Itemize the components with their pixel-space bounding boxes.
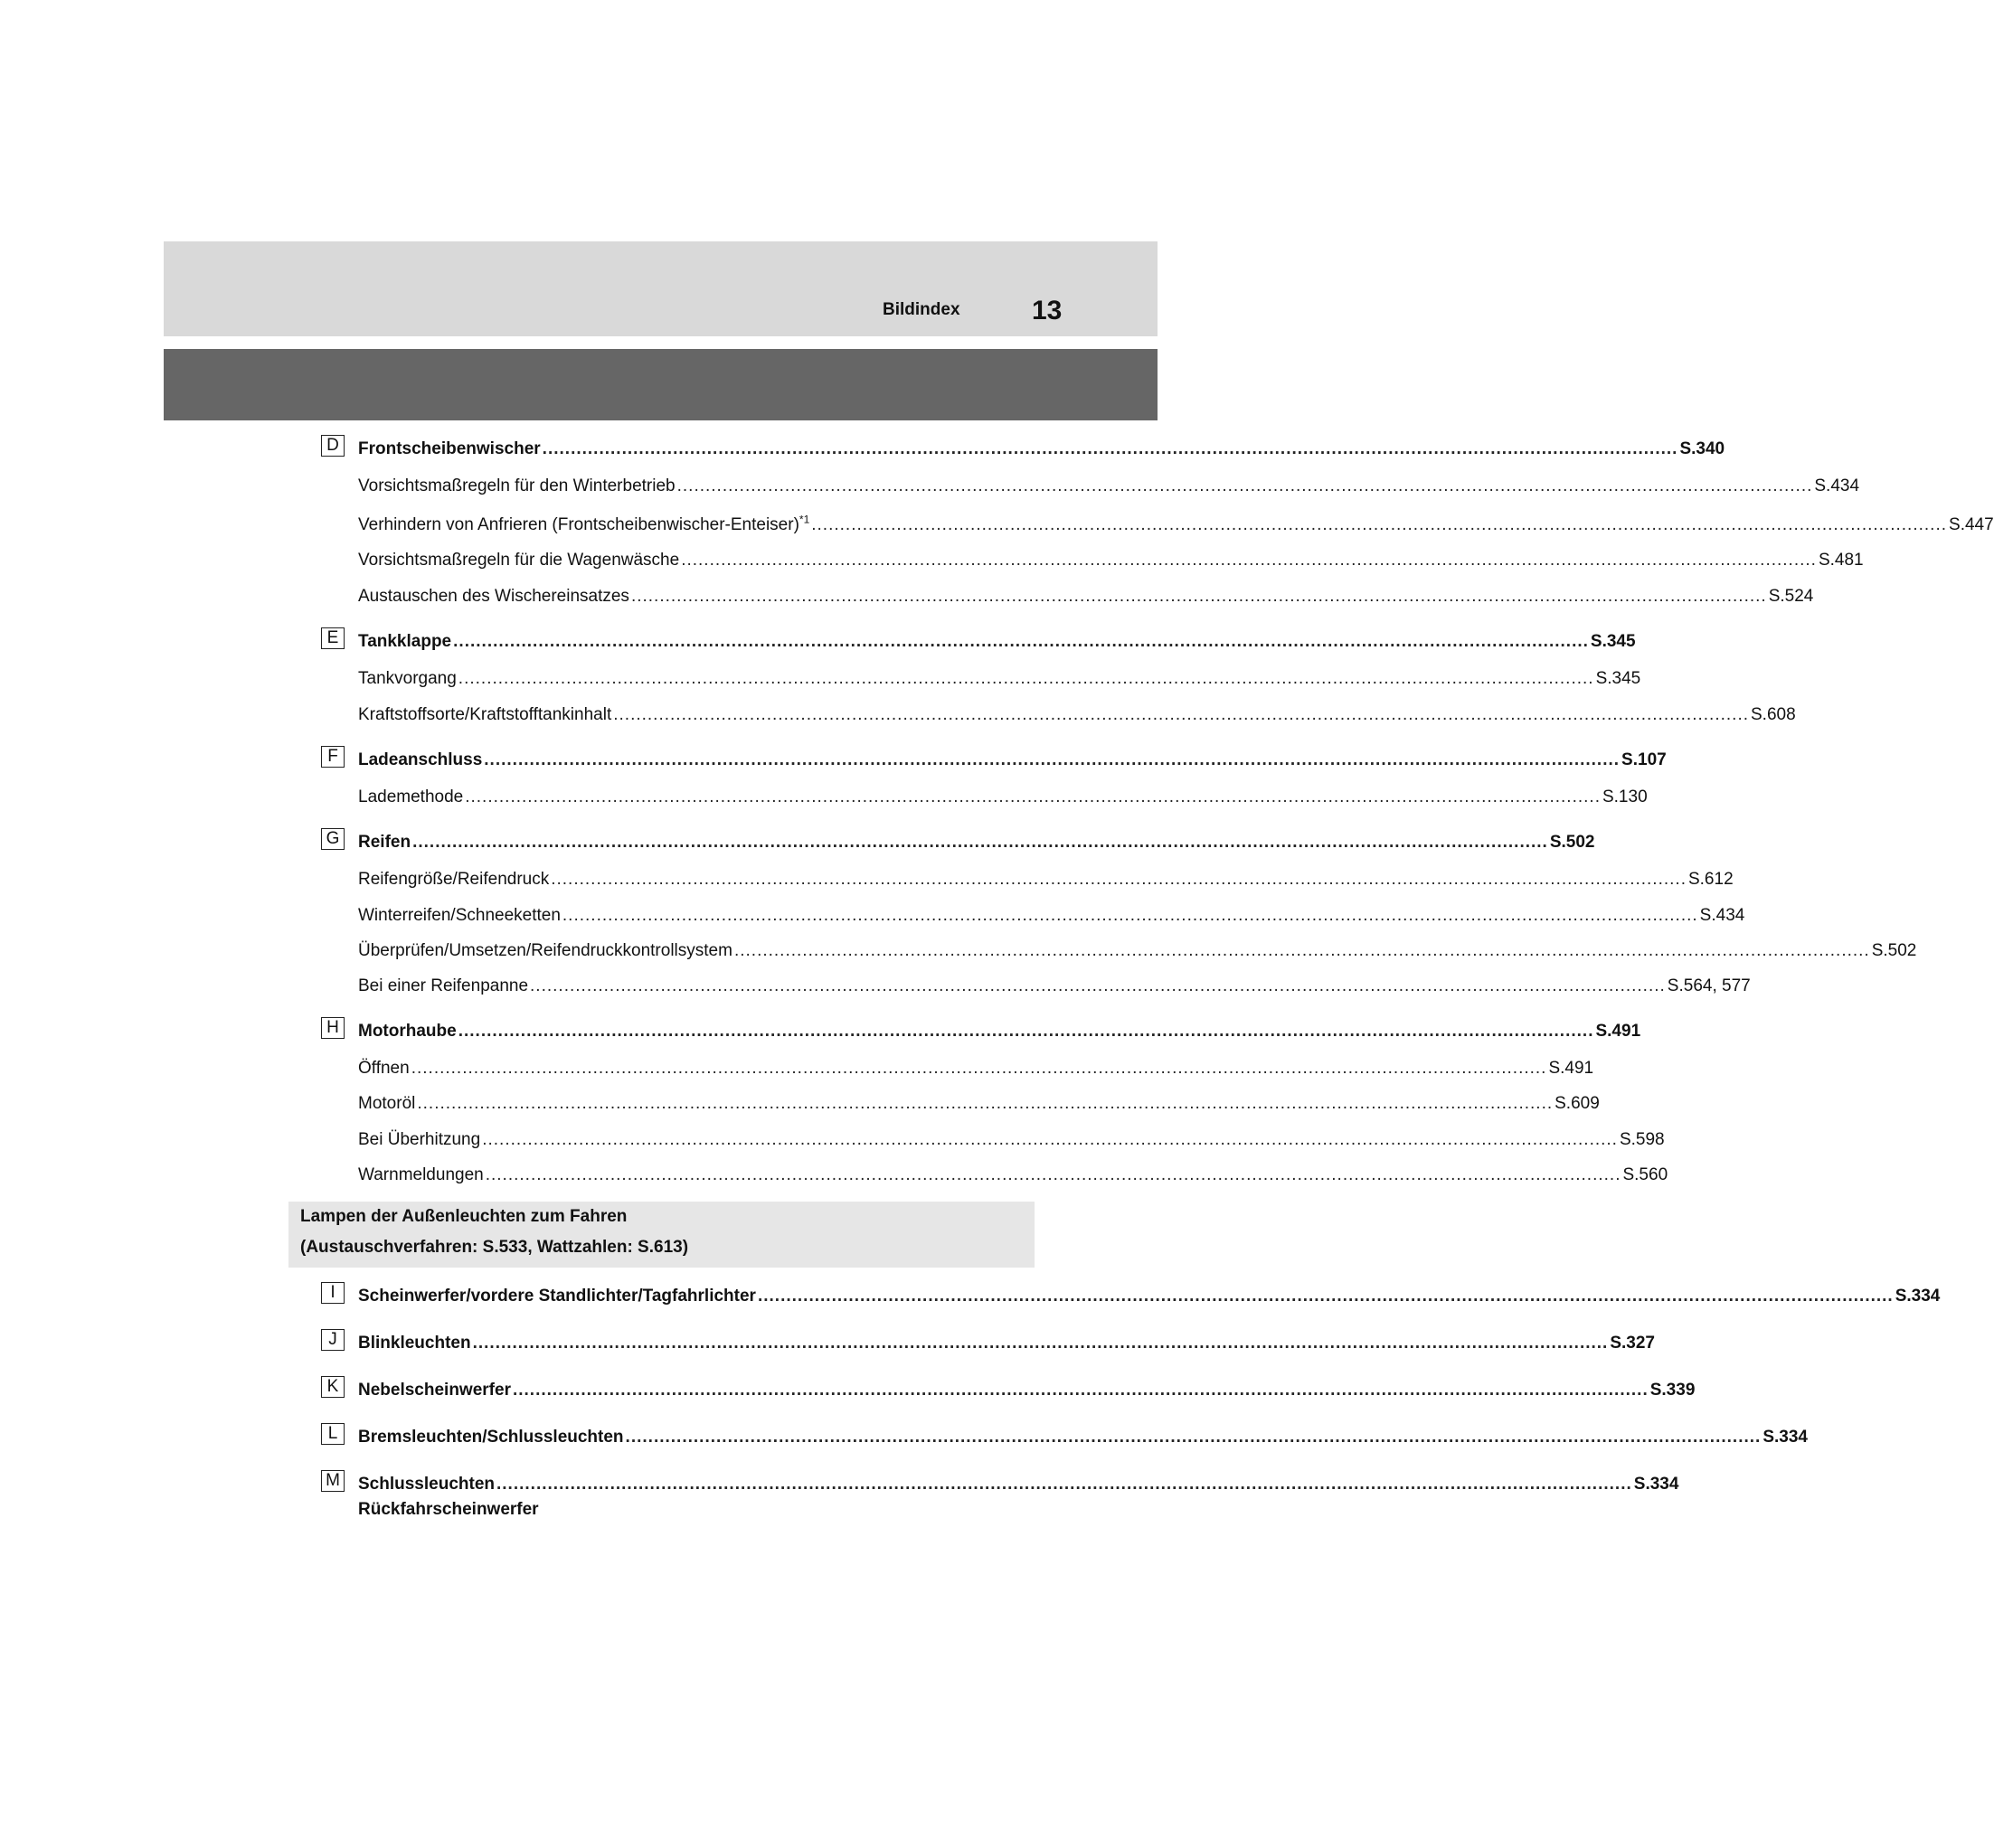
leader-dots: ........................................................................................................................................................................................................ bbox=[484, 750, 1621, 769]
entry-page: S.345 bbox=[1590, 632, 1636, 651]
leader-dots: ........................................................................................................................................................................................................ bbox=[562, 906, 1698, 925]
entry-page: S.130 bbox=[1602, 787, 1648, 806]
leader-dots: ........................................................................................................................................................................................................ bbox=[417, 1094, 1554, 1113]
entry-page: S.560 bbox=[1622, 1165, 1668, 1184]
section-title: Bildindex bbox=[883, 300, 960, 319]
index-entry-main[interactable] bbox=[358, 831, 1595, 854]
index-entry[interactable] bbox=[358, 939, 1917, 963]
index-entry-main[interactable] bbox=[358, 749, 1667, 772]
leader-dots: ........................................................................................................................................................................................................ bbox=[453, 632, 1589, 651]
leader-dots: ........................................................................................................................................................................................................ bbox=[676, 476, 1813, 495]
entry-page: S.564, 577 bbox=[1667, 976, 1751, 995]
index-entry[interactable] bbox=[358, 549, 1864, 572]
index-entry-main[interactable] bbox=[358, 1285, 1941, 1308]
entry-page: S.612 bbox=[1687, 870, 1734, 889]
entry-title: Bremsleuchten/Schlussleuchten bbox=[358, 1428, 624, 1447]
index-entry[interactable] bbox=[358, 786, 1648, 809]
letter-badge: D bbox=[321, 435, 345, 457]
entry-title: Bei Überhitzung bbox=[358, 1130, 481, 1149]
index-entry-main[interactable] bbox=[358, 1426, 1808, 1449]
letter-badge: K bbox=[321, 1376, 345, 1398]
entry-title: Tankklappe bbox=[358, 632, 452, 651]
leader-dots: ........................................................................................................................................................................................................ bbox=[542, 439, 1678, 458]
entry-page: S.327 bbox=[1610, 1334, 1655, 1353]
letter-badge: M bbox=[321, 1470, 345, 1492]
entry-page: S.434 bbox=[1699, 906, 1745, 925]
entry-page: S.481 bbox=[1818, 551, 1864, 570]
entry-title: Ladeanschluss bbox=[358, 750, 483, 769]
index-entry[interactable] bbox=[358, 513, 1994, 537]
entry-page: S.345 bbox=[1595, 669, 1641, 688]
index-entry-main[interactable] bbox=[358, 438, 1725, 461]
entry-page: S.339 bbox=[1649, 1381, 1696, 1400]
leader-dots: ........................................................................................................................................................................................................ bbox=[630, 587, 1767, 606]
entry-title: Vorsichtsmaßregeln für die Wagenwäsche bbox=[358, 551, 680, 570]
leader-dots: ........................................................................................................................................................................................................ bbox=[458, 669, 1594, 688]
entry-title: Reifen bbox=[358, 833, 411, 852]
index-entry[interactable] bbox=[358, 1128, 1665, 1152]
entry-page: S.502 bbox=[1871, 941, 1917, 960]
letter-badge: G bbox=[321, 828, 345, 850]
entry-page: S.434 bbox=[1814, 476, 1860, 495]
entry-title: Überprüfen/Umsetzen/Reifendruckkontrollsystem bbox=[358, 941, 732, 960]
leader-dots: ........................................................................................................................................................................................................ bbox=[757, 1287, 1894, 1306]
index-entry[interactable] bbox=[358, 904, 1745, 928]
leader-dots: ........................................................................................................................................................................................................ bbox=[465, 787, 1601, 806]
index-entry[interactable] bbox=[358, 585, 1814, 608]
leader-dots: ........................................................................................................................................................................................................ bbox=[733, 941, 1870, 960]
entry-page: S.502 bbox=[1549, 833, 1595, 852]
entry-page: S.598 bbox=[1619, 1130, 1665, 1149]
leader-dots: ........................................................................................................................................................................................................ bbox=[551, 870, 1687, 889]
entry-page: S.524 bbox=[1768, 587, 1814, 606]
entry-page: S.609 bbox=[1555, 1094, 1600, 1113]
entry-title: Blinkleuchten bbox=[358, 1334, 471, 1353]
entry-title: Winterreifen/Schneeketten bbox=[358, 906, 561, 925]
lamps-heading: Lampen der Außenleuchten zum Fahren bbox=[300, 1207, 628, 1226]
entry-title: Scheinwerfer/vordere Standlichter/Tagfahrlichter bbox=[358, 1287, 756, 1306]
index-entry[interactable] bbox=[358, 667, 1641, 691]
entry-page: S.491 bbox=[1595, 1022, 1641, 1041]
entry-title: Vorsichtsmaßregeln für den Winterbetrieb bbox=[358, 476, 676, 495]
leader-dots: ........................................................................................................................................................................................................ bbox=[496, 1475, 1632, 1494]
entry-page: S.491 bbox=[1548, 1059, 1594, 1078]
entry-page: S.608 bbox=[1751, 705, 1796, 724]
index-entry-main[interactable] bbox=[358, 1020, 1641, 1043]
index-entry-main[interactable] bbox=[358, 1332, 1655, 1355]
index-entry-main[interactable] bbox=[358, 1473, 1679, 1496]
index-entry[interactable] bbox=[358, 475, 1860, 498]
entry-page: S.334 bbox=[1762, 1428, 1808, 1447]
entry-title: Warnmeldungen bbox=[358, 1165, 484, 1184]
leader-dots: ........................................................................................................................................................................................................ bbox=[681, 551, 1817, 570]
entry-title: Kraftstoffsorte/Kraftstofftankinhalt bbox=[358, 705, 612, 724]
entry-title: Bei einer Reifenpanne bbox=[358, 976, 529, 995]
footnote-marker: *1 bbox=[799, 513, 810, 526]
entry-title: Tankvorgang bbox=[358, 669, 457, 688]
entry-title: Nebelscheinwerfer bbox=[358, 1381, 511, 1400]
entry-title: Frontscheibenwischer bbox=[358, 439, 541, 458]
leader-dots: ........................................................................................................................................................................................................ bbox=[512, 1381, 1649, 1400]
page-number: 13 bbox=[1032, 296, 1063, 325]
index-entry-main[interactable] bbox=[358, 1379, 1696, 1402]
entry-title: Öffnen bbox=[358, 1059, 410, 1078]
leader-dots: ........................................................................................................................................................................................................ bbox=[458, 1022, 1594, 1041]
entry-title: Austauschen des Wischereinsatzes bbox=[358, 587, 629, 606]
entry-page: S.334 bbox=[1895, 1287, 1941, 1306]
leader-dots: ........................................................................................................................................................................................................ bbox=[811, 515, 1948, 534]
entry-title: Reifengröße/Reifendruck bbox=[358, 870, 550, 889]
index-entry[interactable] bbox=[358, 868, 1734, 891]
leader-dots: ........................................................................................................................................................................................................ bbox=[625, 1428, 1762, 1447]
entry-page: S.340 bbox=[1679, 439, 1725, 458]
index-entry[interactable] bbox=[358, 703, 1796, 727]
index-entry[interactable] bbox=[358, 1092, 1600, 1116]
entry-continuation: Rückfahrscheinwerfer bbox=[358, 1500, 539, 1519]
lamps-subheading: (Austauschverfahren: S.533, Wattzahlen: S.613) bbox=[300, 1238, 689, 1257]
leader-dots: ........................................................................................................................................................................................................ bbox=[485, 1165, 1621, 1184]
letter-badge: H bbox=[321, 1017, 345, 1039]
leader-dots: ........................................................................................................................................................................................................ bbox=[412, 833, 1548, 852]
entry-title: Schlussleuchten bbox=[358, 1475, 495, 1494]
index-entry[interactable] bbox=[358, 1164, 1668, 1187]
leader-dots: ........................................................................................................................................................................................................ bbox=[482, 1130, 1618, 1149]
entry-title: Motoröl bbox=[358, 1094, 416, 1113]
index-entry[interactable] bbox=[358, 975, 1751, 998]
entry-page: S.107 bbox=[1621, 750, 1667, 769]
leader-dots: ........................................................................................................................................................................................................ bbox=[472, 1334, 1609, 1353]
index-entry-main[interactable] bbox=[358, 630, 1636, 654]
leader-dots: ........................................................................................................................................................................................................ bbox=[530, 976, 1666, 995]
index-entry[interactable] bbox=[358, 1057, 1594, 1080]
entry-page: S.334 bbox=[1633, 1475, 1679, 1494]
letter-badge: J bbox=[321, 1329, 345, 1351]
letter-badge: F bbox=[321, 746, 345, 768]
entry-title: Lademethode bbox=[358, 787, 464, 806]
letter-badge: E bbox=[321, 627, 345, 649]
entry-title: Verhindern von Anfrieren (Frontscheibenwischer-Enteiser)$^{*1}$ bbox=[358, 513, 810, 534]
letter-badge: I bbox=[321, 1282, 345, 1304]
entry-page: S.447 bbox=[1949, 515, 1994, 534]
letter-badge: L bbox=[321, 1423, 345, 1445]
leader-dots: ........................................................................................................................................................................................................ bbox=[411, 1059, 1547, 1078]
entry-title: Motorhaube bbox=[358, 1022, 457, 1041]
leader-dots: ........................................................................................................................................................................................................ bbox=[613, 705, 1749, 724]
